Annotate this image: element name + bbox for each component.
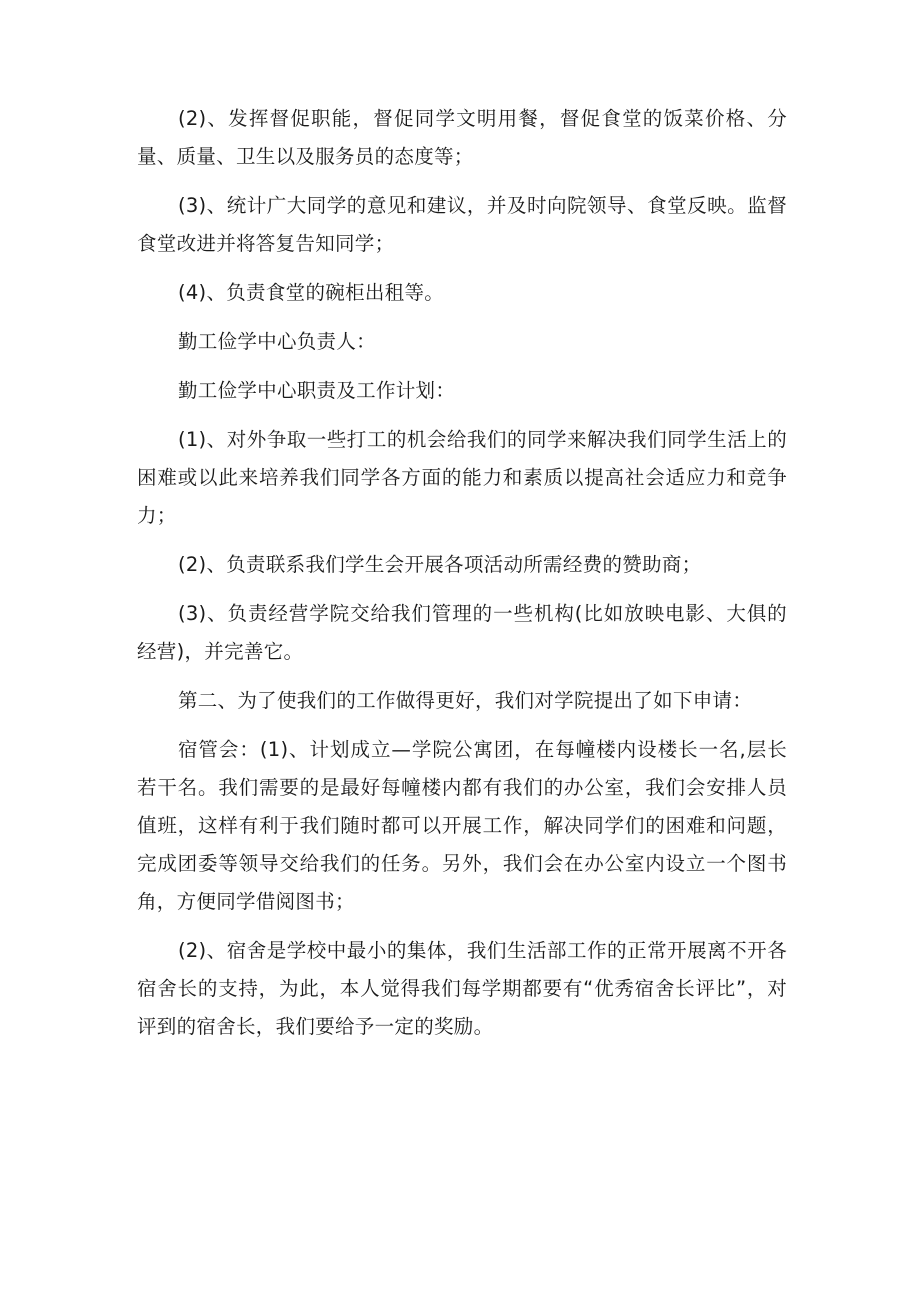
- paragraph-work-study-item-3: (3)、负责经营学院交给我们管理的一些机构(比如放映电影、大俱的经营)，并完善它。: [137, 602, 787, 663]
- document-body: [137, 100, 787, 1057]
- paragraph-canteen-feedback: (3)、统计广大同学的意见和建议，并及时向院领导、食堂反映。监督食堂改进并将答复告知同学；: [137, 194, 787, 255]
- paragraph-canteen-cupboard: (4)、负责食堂的碗柜出租等。: [177, 281, 445, 304]
- paragraph-dorm-committee-item-2: (2)、宿舍是学校中最小的集体，我们生活部工作的正常开展离不开各宿舍长的支持，为此，本人觉得我们每学期都要有“优秀宿舍长评比”，对评到的宿舍长，我们要给予一定的奖励。: [137, 939, 787, 1038]
- paragraph-work-study-item-2: (2)、负责联系我们学生会开展各项活动所需经费的赞助商；: [177, 553, 702, 576]
- paragraph-dorm-committee-item-1: 宿管会：(1)、计划成立—学院公寓团，在每幢楼内设楼长一名,层长若干名。我们需要的是最好每幢楼内都有我们的办公室，我们会安排人员值班，这样有利于我们随时都可以开展工作，解决同学们的困难和问题，完成团委等领导交给我们的任务。另外，我们会在办公室内设立一个图书角，方便同学借阅图书；: [137, 738, 787, 913]
- paragraph-work-study-plan-heading: 勤工俭学中心职责及工作计划：: [177, 379, 456, 402]
- paragraph-work-study-head: 勤工俭学中心负责人：: [177, 330, 376, 353]
- paragraph-canteen-supervision: (2)、发挥督促职能，督促同学文明用餐，督促食堂的饭菜价格、分量、质量、卫生以及服务员的态度等；: [137, 107, 787, 168]
- paragraph-section-two: 第二、为了使我们的工作做得更好，我们对学院提出了如下申请：: [177, 689, 753, 712]
- paragraph-work-study-item-1: (1)、对外争取一些打工的机会给我们的同学来解决我们同学生活上的困难或以此来培养我们同学各方面的能力和素质以提高社会适应力和竞争力；: [137, 428, 787, 527]
